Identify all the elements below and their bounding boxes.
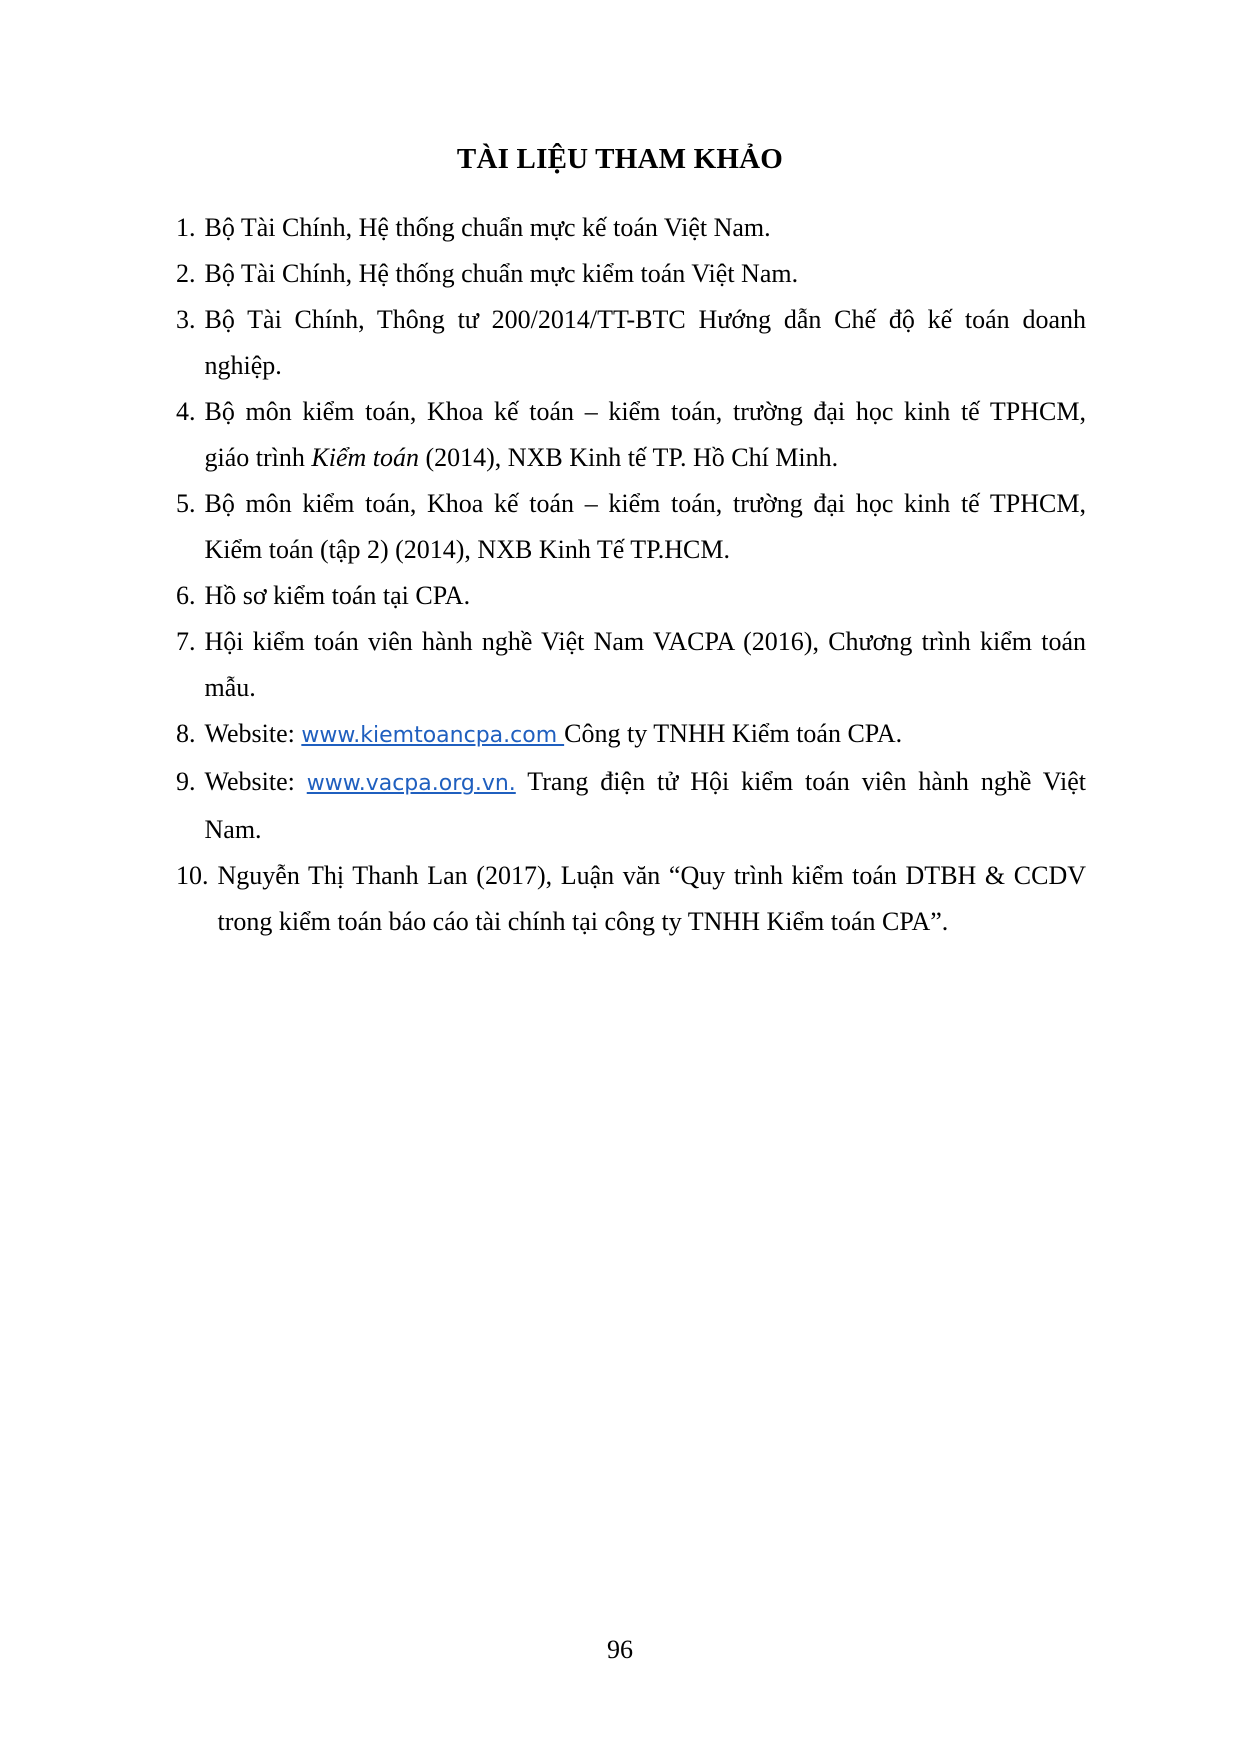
reference-item-4: [176, 389, 1086, 481]
reference-number: 5.: [176, 489, 196, 518]
reference-item-5: [176, 481, 1086, 573]
page-number: 96: [607, 1635, 633, 1664]
reference-number: 7.: [176, 627, 196, 656]
reference-list: [176, 205, 1086, 945]
reference-item-8: [176, 711, 1086, 759]
reference-number: 9.: [176, 767, 196, 796]
website-link[interactable]: www.kiemtoancpa.com: [301, 723, 565, 748]
reference-item-3: [176, 297, 1086, 389]
reference-number: 1.: [176, 213, 196, 242]
reference-item-10: [176, 853, 1086, 945]
reference-line: Kiểm toán (tập 2) (2014), NXB Kinh Tế TP.HCM.: [204, 535, 730, 564]
page-title: TÀI LIỆU THAM KHẢO: [456, 143, 784, 175]
reference-item-7: [176, 619, 1086, 711]
reference-line: Bộ môn kiểm toán, Khoa kế toán – kiểm toán, trường đại học kinh tế TPHCM,: [204, 397, 1086, 426]
reference-line: Nguyễn Thị Thanh Lan (2017), Luận văn “Quy trình kiểm toán DTBH & CCDV: [217, 861, 1086, 890]
reference-item-1: [176, 205, 1086, 251]
reference-text: [218, 853, 1087, 945]
reference-line: mẫu.: [204, 673, 256, 702]
reference-item-6: [176, 573, 1086, 619]
reference-text: [205, 619, 1087, 711]
reference-text: Hồ sơ kiểm toán tại CPA.: [204, 581, 471, 610]
reference-text: [205, 711, 1087, 759]
reference-line: nghiệp.: [204, 351, 282, 380]
reference-line: [205, 435, 1087, 481]
reference-segment: (2014), NXB Kinh tế TP. Hồ Chí Minh.: [418, 443, 839, 472]
reference-line: [205, 759, 1087, 807]
reference-number: 10.: [176, 861, 209, 890]
reference-number: 4.: [176, 397, 196, 426]
reference-line: Hội kiểm toán viên hành nghề Việt Nam VACPA (2016), Chương trình kiểm toán: [204, 627, 1086, 656]
reference-text: Bộ Tài Chính, Hệ thống chuẩn mực kế toán Việt Nam.: [204, 213, 771, 242]
reference-line: trong kiểm toán báo cáo tài chính tại công ty TNHH Kiểm toán CPA”.: [217, 907, 949, 936]
reference-segment: Công ty TNHH Kiểm toán CPA.: [564, 719, 903, 748]
reference-line: Nam.: [204, 815, 262, 844]
reference-line: Bộ Tài Chính, Thông tư 200/2014/TT-BTC Hướng dẫn Chế độ kế toán doanh: [204, 305, 1086, 334]
reference-item-2: [176, 251, 1086, 297]
website-link[interactable]: www.vacpa.org.vn.: [306, 771, 516, 796]
reference-number: 6.: [176, 581, 196, 610]
reference-item-9: [176, 759, 1086, 853]
reference-text: [205, 389, 1087, 481]
reference-number: 8.: [176, 719, 196, 748]
reference-number: 3.: [176, 305, 196, 334]
reference-segment: Trang điện tử Hội kiểm toán viên hành nghề Việt: [515, 767, 1087, 796]
reference-text: [205, 759, 1087, 853]
reference-segment: Website:: [204, 719, 302, 748]
reference-segment: giáo trình: [204, 443, 312, 472]
reference-line: Bộ môn kiểm toán, Khoa kế toán – kiểm toán, trường đại học kinh tế TPHCM,: [204, 489, 1086, 518]
reference-text: [205, 297, 1087, 389]
reference-number: 2.: [176, 259, 196, 288]
book-title: Kiểm toán: [311, 443, 419, 472]
reference-text: Bộ Tài Chính, Hệ thống chuẩn mực kiểm toán Việt Nam.: [204, 259, 799, 288]
reference-text: [205, 481, 1087, 573]
reference-segment: Website:: [204, 767, 307, 796]
